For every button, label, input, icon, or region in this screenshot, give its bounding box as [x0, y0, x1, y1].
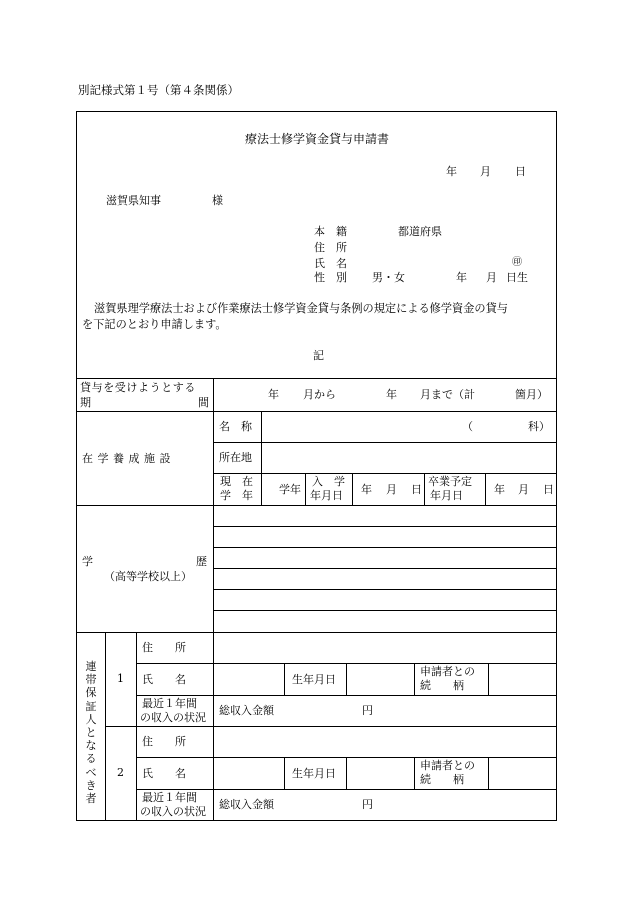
guarantor-2-birth-label: 生年月日 — [292, 767, 336, 780]
graduation-line2: 年月日 — [430, 489, 463, 502]
date-day: 日 — [515, 165, 526, 178]
form-title: 療法士修学資金貸与申請書 — [245, 132, 390, 146]
guarantor-2-address-label: 住 所 — [142, 735, 186, 748]
period-label-left: 期 — [80, 396, 91, 409]
g2-divider — [346, 757, 347, 789]
guarantor-2-name-label: 氏 名 — [142, 767, 186, 780]
ki-label: 記 — [313, 349, 324, 362]
guarantor-2-relation-line1: 申請者との — [420, 759, 475, 772]
honseki-label: 本 籍 — [314, 225, 347, 238]
guarantor-1-relation-line2: 続 柄 — [420, 679, 464, 692]
period-months: 箇月） — [515, 388, 548, 401]
period-from: 月から — [303, 388, 336, 401]
birth-year: 年 — [456, 271, 467, 284]
period-label-right: 間 — [198, 396, 209, 409]
guarantor-2-number: 2 — [117, 766, 124, 779]
name-label: 氏 名 — [314, 257, 347, 270]
graduation-line1: 卒業予定 — [428, 475, 472, 488]
label-column-divider — [213, 378, 214, 821]
history-row-line — [213, 568, 557, 569]
guarantor-1-number: 1 — [117, 672, 124, 685]
admission-line1: 入 学 — [312, 475, 345, 488]
g1-row-line2 — [136, 695, 557, 696]
table-top-line — [76, 378, 557, 379]
school-dept: 科） — [528, 420, 550, 433]
date-year: 年 — [446, 165, 457, 178]
g1-divider — [284, 663, 285, 695]
body-text-line2: を下記のとおり申請します。 — [82, 318, 227, 331]
birth-month: 月 — [486, 271, 497, 284]
school-label: 在 学 養 成 施 設 — [82, 452, 171, 465]
period-label-line1: 貸与を受けようとする — [80, 381, 196, 394]
grade-unit: 学年 — [279, 483, 301, 496]
school-inner-divider — [261, 411, 262, 505]
addressee-honorific: 様 — [212, 194, 223, 207]
adm-year: 年 — [361, 483, 372, 496]
form-number-label: 別記様式第１号（第４条関係） — [78, 83, 239, 97]
adm-day: 日 — [411, 483, 422, 496]
school-adm-divider — [352, 473, 353, 505]
guarantor-1-name-label: 氏 名 — [142, 673, 186, 686]
guarantor-2-yen: 円 — [362, 798, 373, 811]
sex-label: 性 別 — [314, 271, 347, 284]
school-grade-divider — [305, 473, 306, 505]
history-label-left: 学 — [82, 555, 93, 568]
g2-divider — [488, 757, 489, 789]
history-sublabel: （高等学校以上） — [104, 570, 192, 583]
school-grad-divider — [424, 473, 425, 505]
school-grad-date-divider — [485, 473, 486, 505]
g1-divider — [414, 663, 415, 695]
address-label: 住 所 — [314, 241, 347, 254]
school-paren-open: （ — [462, 420, 473, 433]
grad-day: 日 — [543, 483, 554, 496]
addressee-name: 滋賀県知事 — [106, 194, 161, 207]
guarantor-vertical-label: 連帯保証人となるべき者 — [85, 660, 97, 806]
g1-divider — [488, 663, 489, 695]
guarantor-1-income-line1: 最近１年間 — [142, 697, 197, 710]
period-year1: 年 — [268, 388, 279, 401]
guarantor-1-total-label: 総収入金額 — [219, 704, 274, 717]
honseki-value: 都道府県 — [398, 225, 442, 238]
guarantor-1-yen: 円 — [362, 704, 373, 717]
history-bottom-line — [76, 632, 557, 633]
school-row-line1 — [213, 442, 557, 443]
guarantor-1-address-label: 住 所 — [142, 641, 186, 654]
guarantor-2-income-line1: 最近１年間 — [142, 791, 197, 804]
g2-divider — [414, 757, 415, 789]
period-until: 月まで（計 — [420, 388, 475, 401]
sex-value: 男・女 — [372, 271, 405, 284]
guarantor-split-line — [105, 726, 557, 727]
body-text-line1: 滋賀県理学療法士および作業療法士修学資金貸与条例の規定による修学資金の貸与 — [94, 302, 508, 315]
history-row-line — [213, 610, 557, 611]
seal-mark: ㊞ — [512, 257, 522, 268]
school-bottom-line — [76, 505, 557, 506]
history-row-line — [213, 526, 557, 527]
guarantor-1-birth-label: 生年月日 — [292, 673, 336, 686]
g2-row-line2 — [136, 789, 557, 790]
adm-month: 月 — [386, 483, 397, 496]
g1-divider — [346, 663, 347, 695]
period-bottom-line — [76, 411, 557, 412]
history-label-right: 歴 — [196, 555, 207, 568]
period-year2: 年 — [386, 388, 397, 401]
history-row-line — [213, 589, 557, 590]
date-month: 月 — [480, 165, 491, 178]
current-grade-line2: 学 年 — [220, 489, 253, 502]
birth-day: 日生 — [506, 271, 528, 284]
history-row-line — [213, 547, 557, 548]
current-grade-line1: 現 在 — [220, 475, 253, 488]
guarantor-1-income-line2: の収入の状況 — [140, 711, 206, 724]
school-name-label: 名 称 — [219, 420, 252, 433]
grad-month: 月 — [518, 483, 529, 496]
guarantor-2-total-label: 総収入金額 — [219, 798, 274, 811]
school-location-label: 所在地 — [219, 451, 252, 464]
grad-year: 年 — [494, 483, 505, 496]
guarantor-1-relation-line1: 申請者との — [420, 665, 475, 678]
g2-divider — [284, 757, 285, 789]
admission-line2: 年月日 — [310, 489, 343, 502]
school-row-line2 — [213, 473, 557, 474]
guarantor-2-relation-line2: 続 柄 — [420, 773, 464, 786]
guarantor-2-income-line2: の収入の状況 — [140, 805, 206, 818]
